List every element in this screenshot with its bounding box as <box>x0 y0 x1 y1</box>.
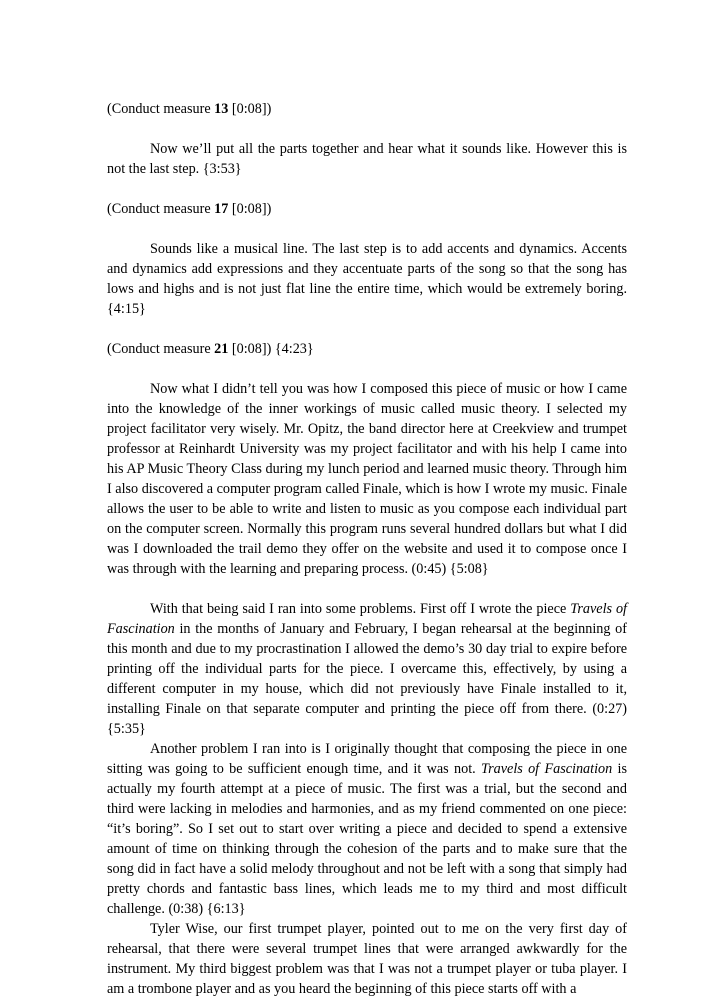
text-run: [0:08]) {4:23} <box>228 341 314 357</box>
paragraph-p-musical-line <box>107 239 627 319</box>
piece-title: Travels of Fascination <box>481 761 613 777</box>
text-run: Now we’ll put all the parts together and hear what it sounds like. However this is not the last step. {3:53} <box>107 141 627 177</box>
paragraph-conduct-21 <box>107 339 627 359</box>
paragraph-p-another-problem <box>107 739 627 919</box>
text-run: (Conduct measure <box>107 201 215 217</box>
measure-number: 13 <box>214 101 229 117</box>
paragraph-p-composed <box>107 379 627 579</box>
paragraph-conduct-13 <box>107 99 627 119</box>
text-run: Sounds like a musical line. The last step is to add accents and dynamics. Accents and dynamics add expressions and they accentuate parts of the song so that the song has lows and highs and is not just flat line the entire time, which would be extremely boring. {4:15} <box>107 241 627 317</box>
text-run: Tyler Wise, our first trumpet player, pointed out to me on the very first day of rehearsal, that there were several trumpet lines that were arranged awkwardly for the instrument. My third biggest problem was that I was not a trumpet player or tuba player. I am a trombone player and as you heard the beginning of this piece starts off with a <box>107 921 627 997</box>
text-run: Now what I didn’t tell you was how I composed this piece of music or how I came into the knowledge of the inner workings of music called music theory. I selected my project facilitator very wisely. Mr. Opitz, the band director here at Creekview and trumpet professor at Reinhardt University was my project facilitator and with his help I came into his AP Music Theory Class during my lunch period and learned music theory. Through him I also discovered a computer program called Finale, which is how I wrote my music. Finale allows the user to be able to write and listen to music as you compose each individual part on the computer screen. Normally this program runs several hundred dollars but what I did was I downloaded the trail demo they offer on the website and used it to compose once I was through with the learning and preparing process. (0:45) {5:08} <box>107 381 627 577</box>
piece-title: Travels of Fascination <box>107 601 627 637</box>
text-run: (Conduct measure <box>107 101 215 117</box>
text-run: [0:08]) <box>228 201 272 217</box>
paragraph-conduct-17 <box>107 199 627 219</box>
text-run: [0:08]) <box>228 101 272 117</box>
text-run: in the months of January and February, I began rehearsal at the beginning of this month and due to my procrastination I allowed the demo’s 30 day trial to expire before printing off the individual parts for the piece. I overcame this, effectively, by using a different computer in my house, which did not previously have Finale installed to it, installing Finale on that separate computer and printing the piece off from there. (0:27) {5:35} <box>107 621 627 737</box>
text-run: (Conduct measure <box>107 341 215 357</box>
document-page <box>107 99 627 999</box>
text-run: is actually my fourth attempt at a piece of music. The first was a trial, but the second and third were lacking in melodies and harmonies, and as my friend commented on one piece: “it’s boring”. So I set out to start over writing a piece and decided to spend a extensive amount of time on thinking through the cohesion of the parts and to make sure that the song did in fact have a solid melody throughout and not be left with a song that simply had pretty chords and fantastic bass lines, which leads me to my third and most difficult challenge. (0:38) {6:13} <box>107 761 627 917</box>
paragraph-p-tyler <box>107 919 627 999</box>
measure-number: 21 <box>214 341 229 357</box>
text-run: With that being said I ran into some problems. First off I wrote the piece <box>150 601 571 617</box>
paragraph-p-problems <box>107 599 627 739</box>
measure-number: 17 <box>214 201 229 217</box>
paragraph-p-all-parts <box>107 139 627 179</box>
text-run: Another problem I ran into is I originally thought that composing the piece in one sitting was going to be sufficient enough time, and it was not. <box>107 741 627 777</box>
